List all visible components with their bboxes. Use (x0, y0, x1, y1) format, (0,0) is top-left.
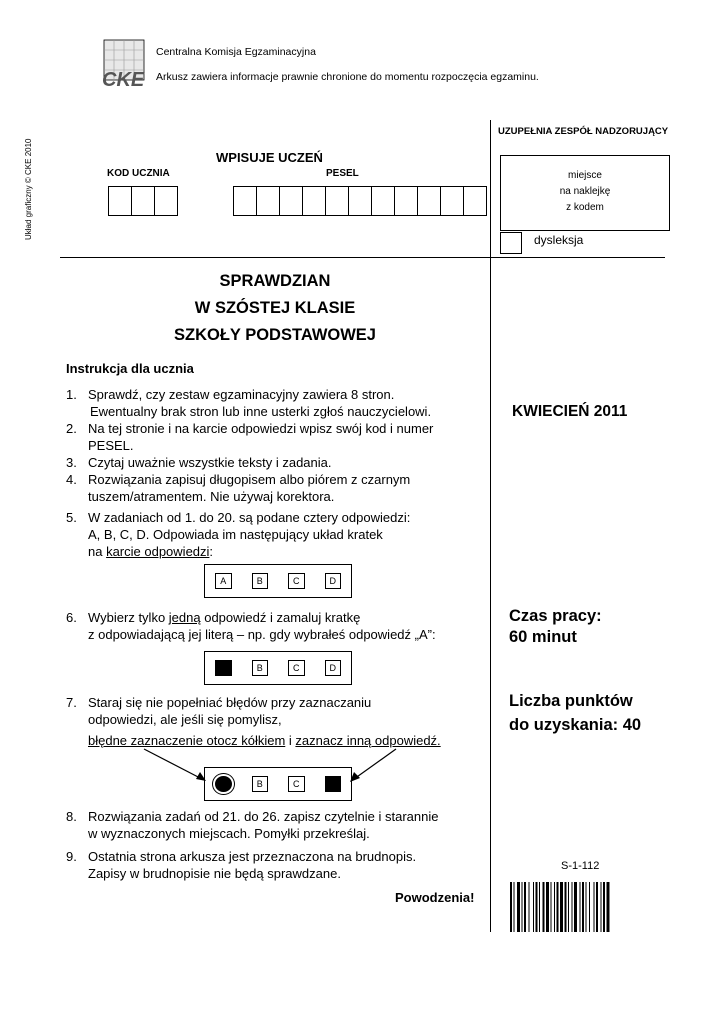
box-filled-d (325, 776, 342, 792)
pesel-box[interactable] (233, 186, 257, 216)
pesel-box[interactable] (302, 186, 326, 216)
barcode (510, 882, 665, 932)
answer-grid-corrected (204, 767, 352, 801)
pesel-box[interactable] (394, 186, 418, 216)
student-code-boxes[interactable] (108, 186, 178, 216)
confidential-notice: Arkusz zawiera informacje prawnie chronione do momentu rozpoczęcia egzaminu. (156, 71, 539, 83)
title-line-2: W SZÓSTEJ KLASIE (194, 299, 356, 317)
time-label: Czas pracy: (509, 607, 602, 625)
pesel-box[interactable] (256, 186, 280, 216)
time-value: 60 minut (509, 628, 577, 646)
box-b: B (252, 660, 269, 676)
vertical-divider (490, 120, 491, 932)
side-copyright: Układ graficzny © CKE 2010 (24, 138, 33, 240)
sticker-line-1: miejsce (568, 170, 602, 181)
sticker-box (500, 155, 670, 231)
points-value: do uzyskania: 40 (509, 716, 642, 734)
box-circled-a (215, 776, 232, 792)
box-b: B (252, 573, 269, 589)
instruction-6: 6. Wybierz tylko jedną odpowiedź i zamaluj kratkę z odpowiadającą jej literą – np. gdy wybrałeś odpowiedź „A”: (66, 610, 436, 642)
answer-grid-example (204, 564, 352, 598)
box-d: D (325, 573, 342, 589)
pesel-box[interactable] (348, 186, 372, 216)
pesel-box[interactable] (279, 186, 303, 216)
box-c: C (288, 573, 305, 589)
student-code-label: KOD UCZNIA (107, 168, 170, 179)
supervisor-heading: UZUPEŁNIA ZESPÓŁ NADZORUJĄCY (498, 126, 669, 137)
instruction-7: 7. Staraj się nie popełniać błędów przy zaznaczaniu odpowiedzi, ale jeśli się pomylisz, błędne zaznaczenie otocz kółkiem i zaznacz inną odpowiedź. (66, 695, 441, 748)
pesel-box[interactable] (463, 186, 487, 216)
pesel-box[interactable] (417, 186, 441, 216)
sticker-line-3: z kodem (566, 202, 604, 213)
title-line-3: SZKOŁY PODSTAWOWEJ (174, 326, 376, 344)
box-c: C (288, 660, 305, 676)
pesel-box[interactable] (325, 186, 349, 216)
cke-logo (96, 38, 148, 90)
box-a: A (215, 573, 232, 589)
box-d: D (325, 660, 342, 676)
org-name: Centralna Komisja Egzaminacyjna (156, 46, 316, 58)
exam-date: KWIECIEŃ 2011 (512, 403, 628, 420)
dyslexia-checkbox[interactable] (500, 232, 522, 254)
instruction-1: 1. Sprawdź, czy zestaw egzaminacyjny zawiera 8 stron. Ewentualny brak stron lub inne usterki zgłoś nauczycielowi. 2. Na tej stronie i na karcie odpowiedzi wpisz swój kod i numer PESEL. 3. Czytaj uważnie wszystkie teksty i zadania. 4. Rozwiązania zapisuj długopisem albo piórem z czarnym tuszem/atramentem. Nie używaj korektora. 5. W zadaniach od 1. do 20. są podane cztery odpowiedzi: A, B, C, D. Odpowiada im następujący układ kratek na karcie odpowiedzi: (66, 387, 434, 559)
student-heading: WPISUJE UCZEŃ (216, 150, 323, 165)
code-box[interactable] (108, 186, 132, 216)
good-luck: Powodzenia! (395, 890, 475, 905)
logo-letters: CKE (102, 69, 145, 90)
horizontal-divider (60, 257, 665, 258)
code-box[interactable] (154, 186, 178, 216)
pesel-box[interactable] (371, 186, 395, 216)
title-line-1: SPRAWDZIAN (219, 272, 331, 290)
box-c: C (288, 776, 305, 792)
dyslexia-label: dysleksja (534, 233, 584, 247)
box-filled-a (215, 660, 232, 676)
points-label: Liczba punktów (509, 692, 633, 710)
code-box[interactable] (131, 186, 155, 216)
sticker-line-2: na naklejkę (559, 186, 611, 197)
answer-grid-filled (204, 651, 352, 685)
instruction-8: 8. Rozwiązania zadań od 21. do 26. zapisz czytelnie i starannie w wyznaczonych miejscach. Pomyłki przekreślaj. 9. Ostatnia strona arkusza jest przeznaczona na brudnopis. Zapisy w brudnopisie nie będą sprawdzane. (66, 809, 439, 881)
pesel-label: PESEL (326, 168, 359, 179)
sheet-code: S-1-112 (561, 860, 600, 872)
pesel-boxes[interactable] (233, 186, 487, 216)
pesel-box[interactable] (440, 186, 464, 216)
box-b: B (252, 776, 269, 792)
instructions-heading: Instrukcja dla ucznia (66, 361, 194, 376)
